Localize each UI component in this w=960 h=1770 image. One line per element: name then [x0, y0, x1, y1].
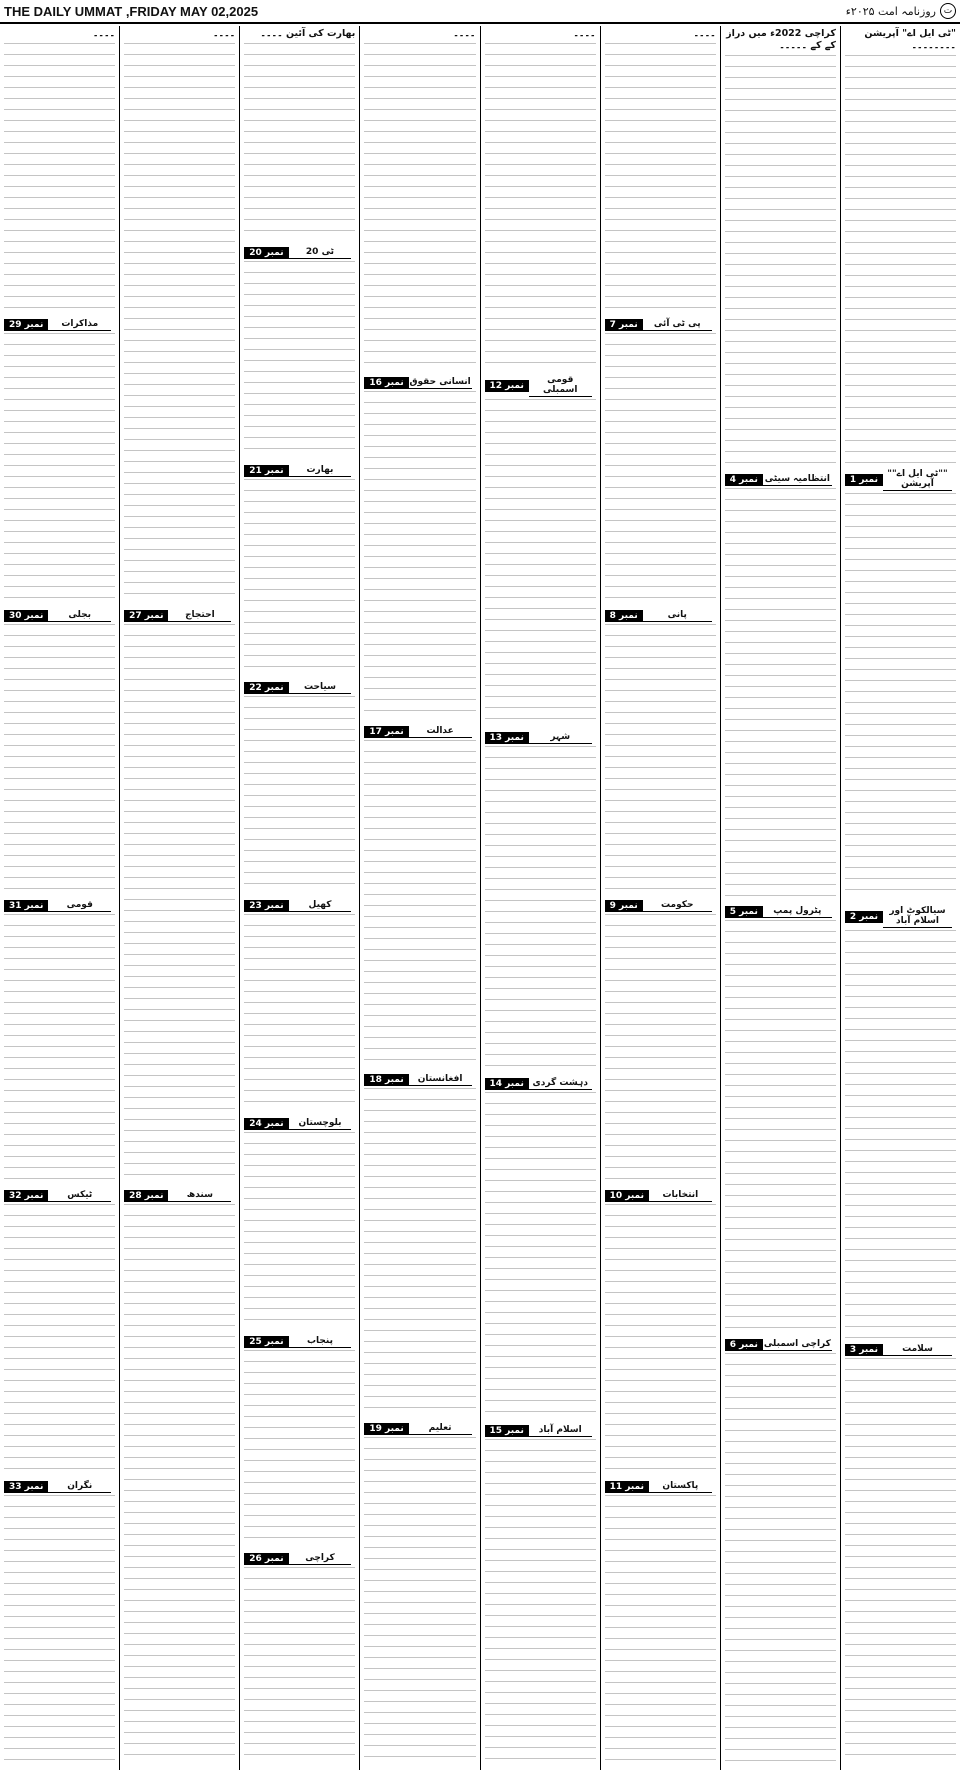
section-number-badge: نمبر 15	[485, 1425, 529, 1437]
section-number-badge: نمبر 12	[485, 380, 529, 392]
section-title: سندھ	[168, 1190, 231, 1202]
section-title: پانی	[643, 610, 712, 622]
text-block	[244, 43, 355, 241]
section-title: انتخابات	[649, 1190, 712, 1202]
section-header	[244, 247, 355, 259]
section-header	[485, 1425, 596, 1437]
text-block	[124, 43, 235, 604]
text-block	[605, 624, 716, 894]
section-header	[605, 1481, 716, 1493]
section-title: قومی اسمبلی	[529, 375, 592, 397]
text-block	[124, 1204, 235, 1765]
section-number-badge: نمبر 21	[244, 465, 288, 477]
section-number-badge: نمبر 2	[845, 911, 883, 923]
section-title: عدالت	[409, 726, 472, 738]
text-block	[485, 746, 596, 1072]
section-title: پاکستان	[649, 1481, 712, 1493]
section-header	[845, 1344, 956, 1356]
text-block	[124, 624, 235, 1185]
section-header	[124, 610, 235, 622]
section-number-badge: نمبر 28	[124, 1190, 168, 1202]
section-title: کراچی اسمبلی	[763, 1338, 831, 1349]
section-header	[364, 377, 475, 389]
text-block	[4, 333, 115, 603]
text-block	[845, 55, 956, 463]
section-header	[4, 1190, 115, 1202]
section-header	[845, 906, 956, 928]
section-number-badge: نمبر 14	[485, 1078, 529, 1090]
section-header	[4, 610, 115, 622]
section-header	[244, 682, 355, 694]
column-lead: ۔۔۔۔	[693, 28, 716, 39]
text-block	[364, 43, 475, 371]
section-number-badge: نمبر 25	[244, 1336, 288, 1348]
section-header	[364, 1423, 475, 1435]
section-header	[4, 900, 115, 912]
section-header	[4, 1481, 115, 1493]
section-title: سلامت	[883, 1344, 952, 1356]
section-title: بجلی	[48, 610, 111, 622]
text-block	[244, 1350, 355, 1548]
section-header	[725, 474, 836, 486]
section-number-badge: نمبر 1	[845, 474, 883, 486]
column-lead: ۔۔۔۔	[573, 28, 596, 39]
section-header	[725, 906, 836, 918]
ummat-logo-icon: ت	[940, 3, 956, 19]
section-header	[605, 319, 716, 331]
column-2	[720, 26, 840, 1770]
section-title: تعلیم	[409, 1423, 472, 1435]
text-block	[244, 261, 355, 459]
section-number-badge: نمبر 33	[4, 1481, 48, 1493]
column-lead: بھارت کی آئین ۔۔۔۔	[260, 28, 356, 39]
section-header	[244, 1553, 355, 1565]
section-header	[244, 900, 355, 912]
section-number-badge: نمبر 19	[364, 1423, 408, 1435]
text-block	[485, 1439, 596, 1765]
section-title: قومی	[48, 900, 111, 912]
section-number-badge: نمبر 7	[605, 319, 643, 331]
section-header	[605, 610, 716, 622]
section-header	[485, 732, 596, 744]
text-block	[725, 488, 836, 901]
text-block	[244, 1132, 355, 1330]
section-header	[244, 465, 355, 477]
text-block	[725, 920, 836, 1333]
section-title: پی ٹی آئی	[643, 319, 712, 331]
section-number-badge: نمبر 26	[244, 1553, 288, 1565]
text-block	[485, 399, 596, 725]
section-title: سیاحت	[289, 682, 352, 694]
section-title: انسانی حقوق	[409, 377, 471, 388]
section-number-badge: نمبر 9	[605, 900, 643, 912]
section-number-badge: نمبر 4	[725, 474, 763, 486]
text-block	[364, 1437, 475, 1765]
column-lead: "ٹی ایل اے" آپریشن ۔۔۔۔۔۔۔۔	[864, 28, 956, 51]
section-title: بھارت	[289, 465, 352, 477]
section-number-badge: نمبر 10	[605, 1190, 649, 1202]
masthead-english-title: THE DAILY UMMAT ,FRIDAY MAY 02,2025	[4, 3, 259, 19]
section-number-badge: نمبر 22	[244, 682, 288, 694]
section-header	[124, 1190, 235, 1202]
section-title: افغانستان	[409, 1074, 472, 1086]
section-title: کراچی	[289, 1553, 352, 1565]
columns-container	[0, 26, 960, 1770]
text-block	[605, 333, 716, 603]
section-number-badge: نمبر 27	[124, 610, 168, 622]
text-block	[4, 914, 115, 1184]
section-number-badge: نمبر 3	[845, 1344, 883, 1356]
section-header	[485, 1078, 596, 1090]
section-number-badge: نمبر 32	[4, 1190, 48, 1202]
section-number-badge: نمبر 11	[605, 1481, 649, 1493]
column-7	[119, 26, 239, 1770]
section-title: حکومت	[643, 900, 712, 912]
text-block	[244, 479, 355, 677]
section-header	[725, 1339, 836, 1351]
section-number-badge: نمبر 5	[725, 906, 763, 918]
text-block	[605, 1495, 716, 1765]
text-block	[244, 914, 355, 1112]
section-title: پنجاب	[289, 1336, 352, 1348]
section-number-badge: نمبر 23	[244, 900, 288, 912]
text-block	[244, 1567, 355, 1765]
section-title: کھیل	[289, 900, 352, 912]
column-3	[600, 26, 720, 1770]
section-number-badge: نمبر 31	[4, 900, 48, 912]
section-number-badge: نمبر 20	[244, 247, 288, 259]
text-block	[4, 1204, 115, 1474]
column-4	[480, 26, 600, 1770]
section-header	[485, 375, 596, 397]
section-header	[605, 1190, 716, 1202]
section-title: ٹیکس	[48, 1190, 111, 1202]
section-header	[4, 319, 115, 331]
column-5	[359, 26, 479, 1770]
section-title: دہشت گردی	[529, 1078, 592, 1090]
section-header	[244, 1336, 355, 1348]
text-block	[605, 43, 716, 313]
section-title: احتجاج	[168, 610, 231, 622]
section-title: پٹرول پمپ	[763, 906, 832, 918]
text-block	[845, 930, 956, 1338]
text-block	[4, 1495, 115, 1765]
section-number-badge: نمبر 24	[244, 1118, 288, 1130]
column-lead: ۔۔۔۔	[212, 28, 236, 39]
text-block	[485, 43, 596, 369]
section-header	[845, 469, 956, 491]
text-block	[364, 391, 475, 719]
text-block	[4, 43, 115, 313]
section-title: مذاکرات	[48, 319, 111, 331]
masthead	[0, 0, 960, 24]
section-title: نگران	[48, 1481, 111, 1493]
column-1	[840, 26, 960, 1770]
text-block	[725, 55, 836, 468]
text-block	[845, 1358, 956, 1766]
section-header	[364, 726, 475, 738]
column-lead: ۔۔۔۔	[92, 28, 116, 39]
text-block	[4, 624, 115, 894]
section-number-badge: نمبر 18	[364, 1074, 408, 1086]
section-header	[605, 900, 716, 912]
column-8	[0, 26, 119, 1770]
section-header	[244, 1118, 355, 1130]
text-block	[605, 1204, 716, 1474]
section-number-badge: نمبر 6	[725, 1339, 763, 1351]
text-block	[845, 493, 956, 901]
text-block	[725, 1353, 836, 1766]
section-header	[364, 1074, 475, 1086]
section-number-badge: نمبر 17	[364, 726, 408, 738]
column-lead: ۔۔۔۔	[453, 28, 476, 39]
section-title: سیالکوٹ اور اسلام آباد	[883, 906, 952, 928]
text-block	[364, 1088, 475, 1416]
text-block	[485, 1092, 596, 1418]
section-title: شہر	[529, 732, 592, 744]
text-block	[605, 914, 716, 1184]
section-number-badge: نمبر 16	[364, 377, 408, 389]
column-6	[239, 26, 359, 1770]
section-number-badge: نمبر 30	[4, 610, 48, 622]
section-title: بلوچستان	[289, 1118, 352, 1130]
section-number-badge: نمبر 29	[4, 319, 48, 331]
section-number-badge: نمبر 8	[605, 610, 643, 622]
section-title: ٹی 20	[289, 247, 352, 259]
column-lead: کراچی 2022ء میں دراز کے کے ۔۔۔۔۔	[726, 28, 836, 51]
section-number-badge: نمبر 13	[485, 732, 529, 744]
section-title: ""ٹی ایل اے"" آپریشن	[883, 469, 952, 491]
section-title: انتظامیہ سیٹی	[764, 473, 830, 484]
text-block	[364, 740, 475, 1068]
text-block	[244, 696, 355, 894]
masthead-urdu-text: روزنامہ امت ۲۰۲۵ء	[845, 4, 936, 18]
masthead-urdu-title	[846, 3, 956, 19]
section-title: اسلام آباد	[529, 1425, 592, 1437]
